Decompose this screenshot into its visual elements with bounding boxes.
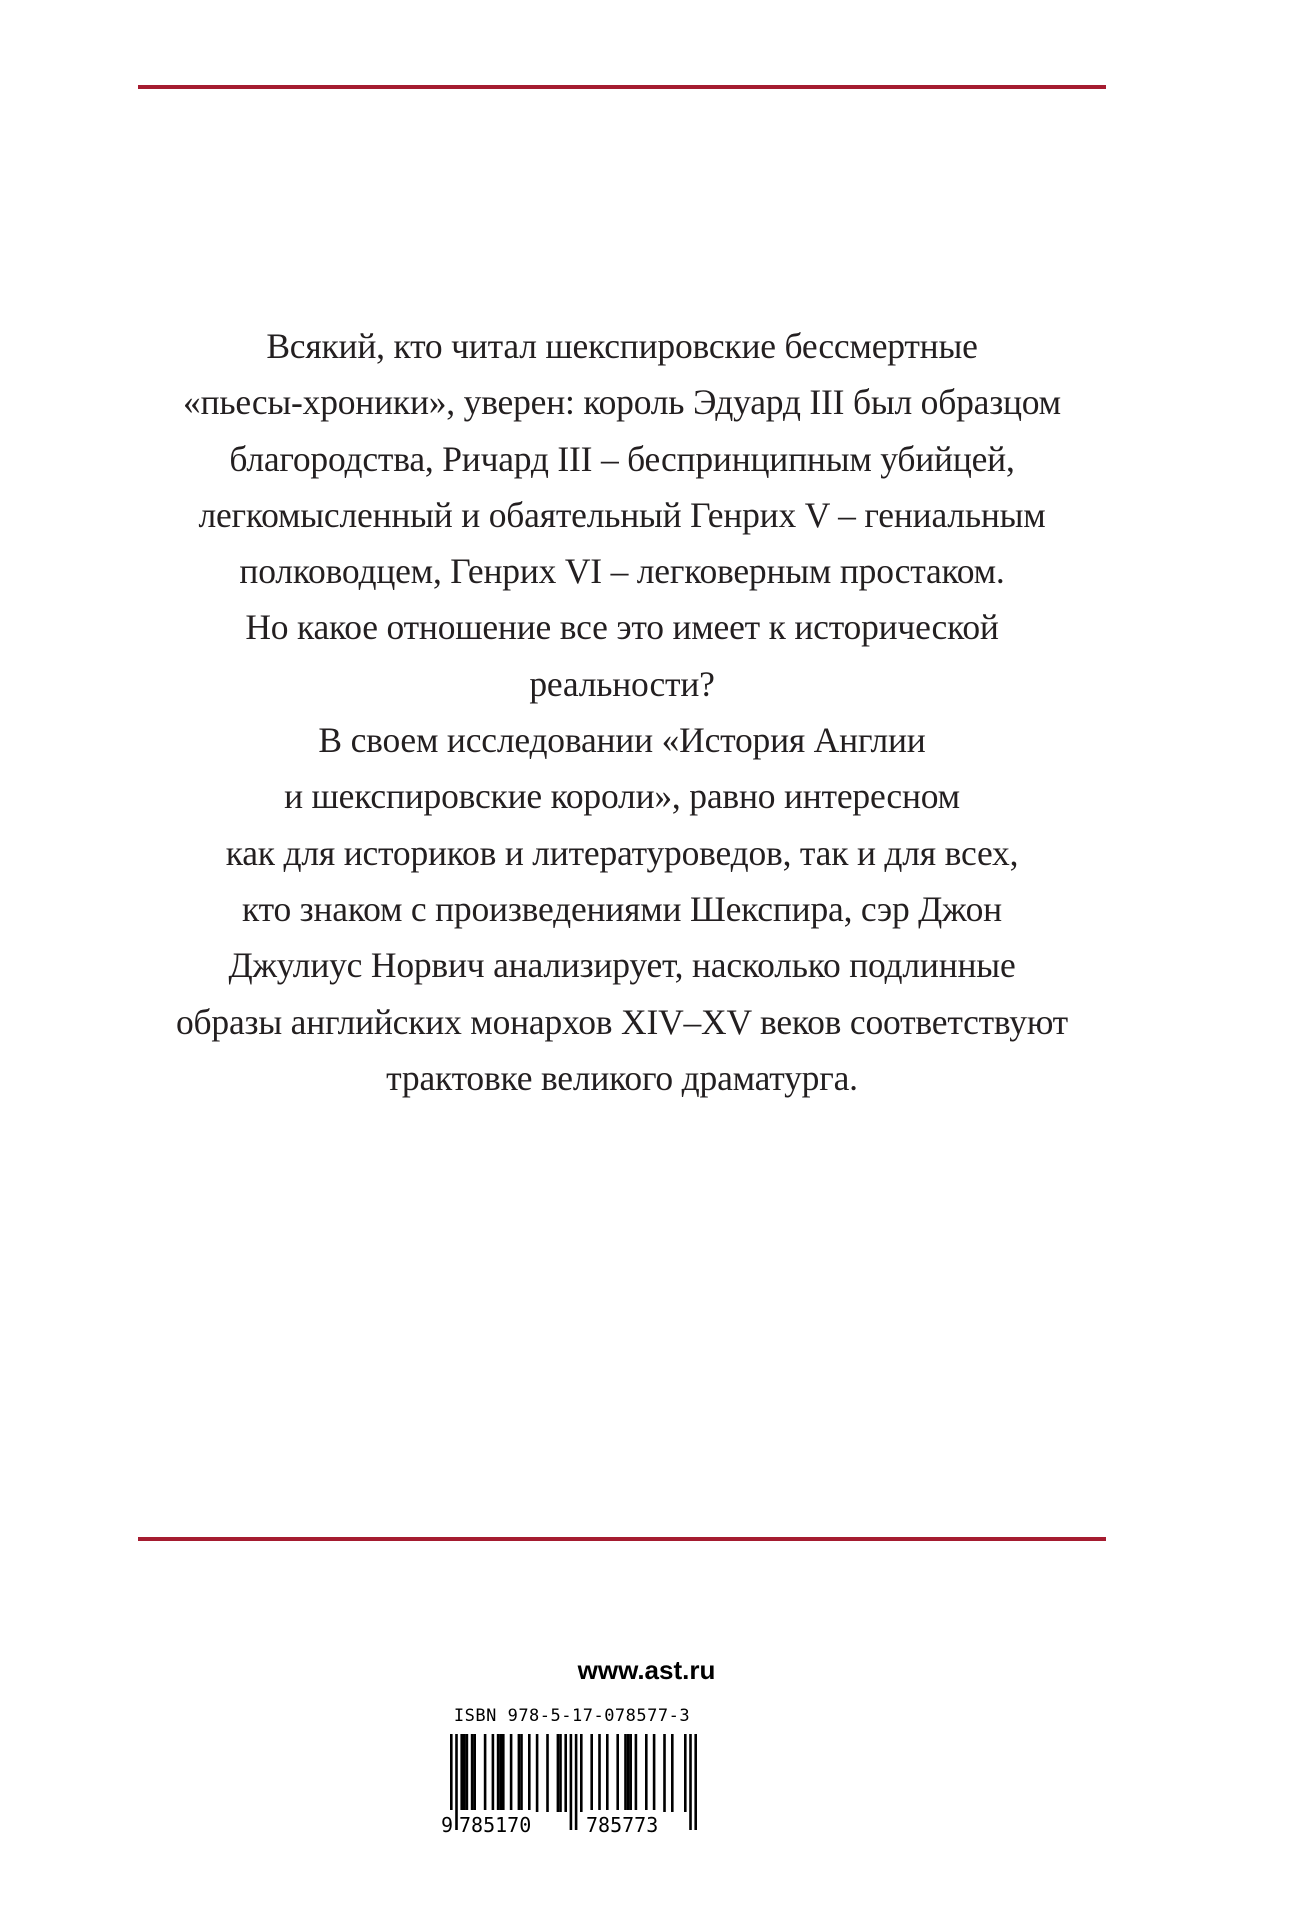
barcode-bar (528, 1734, 531, 1812)
barcode-bar (590, 1734, 593, 1812)
barcode-bar (492, 1734, 495, 1812)
isbn-label: ISBN 978-5-17-078577-3 (453, 1706, 691, 1726)
barcode-bar (520, 1734, 523, 1812)
barcode-bar (627, 1734, 630, 1812)
barcode-bar (564, 1734, 567, 1812)
barcode-bar (635, 1734, 638, 1812)
barcode-bar (471, 1734, 474, 1812)
blurb-line: реальности? (529, 663, 715, 704)
barcode-bar (606, 1734, 609, 1812)
barcode-bar (484, 1734, 487, 1812)
barcode-digits (440, 1810, 702, 1840)
barcode-bar (684, 1734, 687, 1812)
blurb-line: В своем исследовании «История Англии (318, 720, 926, 761)
barcode-bar (510, 1734, 513, 1812)
barcode-bar (497, 1734, 500, 1812)
barcode-bar (557, 1734, 560, 1812)
barcode-bar (663, 1734, 666, 1812)
barcode-bar (473, 1734, 476, 1812)
blurb-line: «пьесы-хроники», уверен: король Эдуард III был образцом (183, 382, 1061, 423)
barcode-bar (518, 1734, 521, 1812)
blurb-line: образы английских монархов XIV–XV веков соответствуют (175, 1001, 1068, 1042)
barcode-bar (499, 1734, 502, 1812)
barcode-bar (559, 1734, 562, 1812)
barcode-bar (460, 1734, 463, 1812)
barcode-bar (645, 1734, 648, 1812)
bottom-divider-rule (138, 1537, 1106, 1541)
barcode-bar (536, 1734, 539, 1812)
barcode-right-digits: 785773 (585, 1810, 659, 1840)
blurb-line: как для историков и литературоведов, так и для всех, (225, 832, 1019, 873)
blurb-line: кто знаком с произведениями Шекспира, сэр Джон (242, 888, 1002, 929)
publisher-website: www.ast.ru (577, 1655, 716, 1685)
barcode-bar (546, 1734, 549, 1812)
barcode-bar (463, 1734, 466, 1812)
top-divider-rule (138, 85, 1106, 89)
barcode-bar (502, 1734, 505, 1812)
blurb-line: Но какое отношение все это имеет к исторической (245, 607, 999, 648)
barcode-lead-digit: 9 (440, 1810, 454, 1840)
blurb-line: Всякий, кто читал шекспировские бессмертные (266, 326, 978, 366)
barcode-bar (616, 1734, 619, 1812)
barcode-bar (580, 1734, 583, 1812)
blurb-line: Джулиус Норвич анализирует, насколько подлинные (228, 945, 1016, 986)
barcode-bar (671, 1734, 674, 1812)
barcode-bar (598, 1734, 601, 1812)
barcode-left-digits: 785170 (458, 1810, 532, 1840)
barcode-bar (629, 1734, 632, 1812)
blurb-line: и шекспировские короли», равно интересном (284, 776, 960, 817)
blurb-line: трактовке великого драматурга. (386, 1057, 858, 1098)
blurb-text (138, 318, 1106, 1106)
barcode-bar (466, 1734, 469, 1812)
blurb-line: легкомысленный и обаятельный Генрих V – гениальным (198, 494, 1046, 535)
blurb-line: полководцем, Генрих VI – легковерным простаком. (239, 551, 1005, 592)
barcode-bar (624, 1734, 627, 1812)
barcode-bar (653, 1734, 656, 1812)
blurb-line: благородства, Ричард III – беспринципным убийцей, (229, 438, 1015, 479)
